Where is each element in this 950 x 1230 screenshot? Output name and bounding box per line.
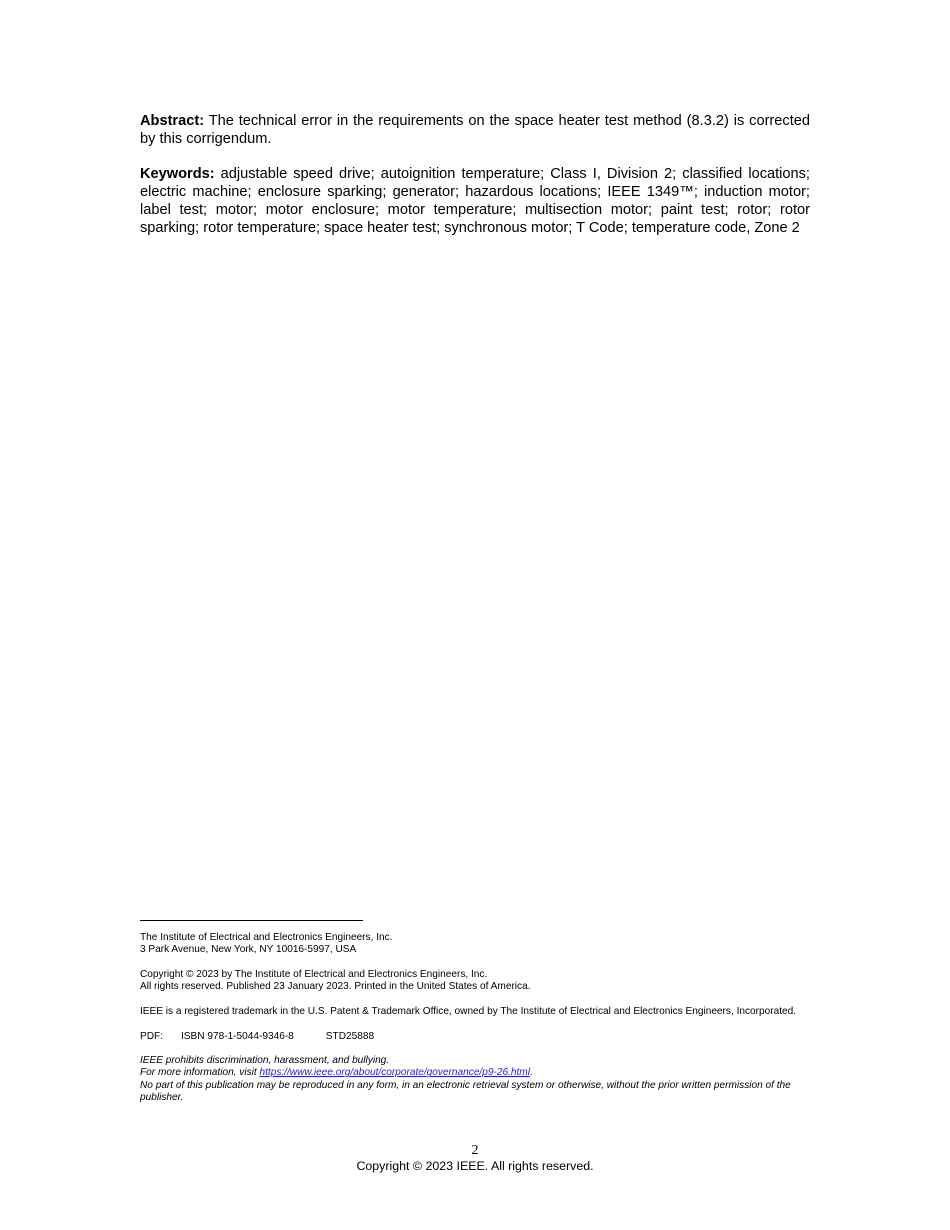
notice-line-2-prefix: For more information, visit	[140, 1067, 260, 1079]
copyright-block	[140, 969, 812, 993]
page-number: 2	[471, 1143, 479, 1158]
isbn: ISBN 978-1-5044-9346-8	[181, 1030, 294, 1042]
abstract-paragraph	[140, 112, 810, 148]
std-number: STD25888	[325, 1030, 375, 1042]
publisher-block	[140, 932, 812, 956]
notice-line-1: IEEE prohibits discrimination, harassment, and bullying.	[140, 1055, 390, 1067]
legal-notice	[140, 1055, 812, 1104]
abstract-text: The technical error in the requirements on the space heater test method (8.3.2) is corrected by this corrigendum.	[140, 113, 810, 147]
footnote-divider	[140, 920, 363, 921]
publisher-name: The Institute of Electrical and Electronics Engineers, Inc.	[140, 932, 393, 943]
trademark-notice: IEEE is a registered trademark in the U.S. Patent & Trademark Office, owned by The Institute of Electrical and Electronics Engineers, Incorporated.	[140, 1005, 797, 1017]
front-matter	[140, 112, 810, 254]
notice-line-2	[140, 1067, 812, 1079]
policy-link[interactable]: https://www.ieee.org/about/corporate/governance/p9-26.html	[259, 1067, 530, 1079]
pdf-identifiers	[140, 1031, 812, 1043]
keywords-label: Keywords:	[140, 166, 215, 182]
publisher-address: 3 Park Avenue, New York, NY 10016-5997, USA	[140, 944, 357, 956]
copyright-line-1: Copyright © 2023 by The Institute of Electrical and Electronics Engineers, Inc.	[140, 968, 488, 980]
abstract-label: Abstract:	[140, 113, 205, 129]
copyright-line-2: All rights reserved. Published 23 January 2023. Printed in the United States of America.	[140, 981, 531, 993]
keywords-paragraph	[140, 165, 810, 237]
pdf-label: PDF:	[140, 1030, 163, 1042]
page-footer: Copyright © 2023 IEEE. All rights reserved.	[356, 1159, 594, 1173]
notice-line-2-suffix: .	[529, 1067, 533, 1079]
publication-info	[140, 932, 812, 1104]
keywords-text: adjustable speed drive; autoignition temperature; Class I, Division 2; classified locations; electric machine; enclosure sparking; generator; hazardous locations; IEEE 1349™; induction motor; label test; motor; motor enclosure; motor temperature; multisection motor; paint test; rotor; rotor sparking; rotor temperature; space heater test; synchronous motor; T Code; temperature code, Zone 2	[140, 166, 810, 236]
notice-line-3: No part of this publication may be reproduced in any form, in an electronic retrieval system or otherwise, without the prior written permission of the publisher.	[140, 1079, 791, 1103]
